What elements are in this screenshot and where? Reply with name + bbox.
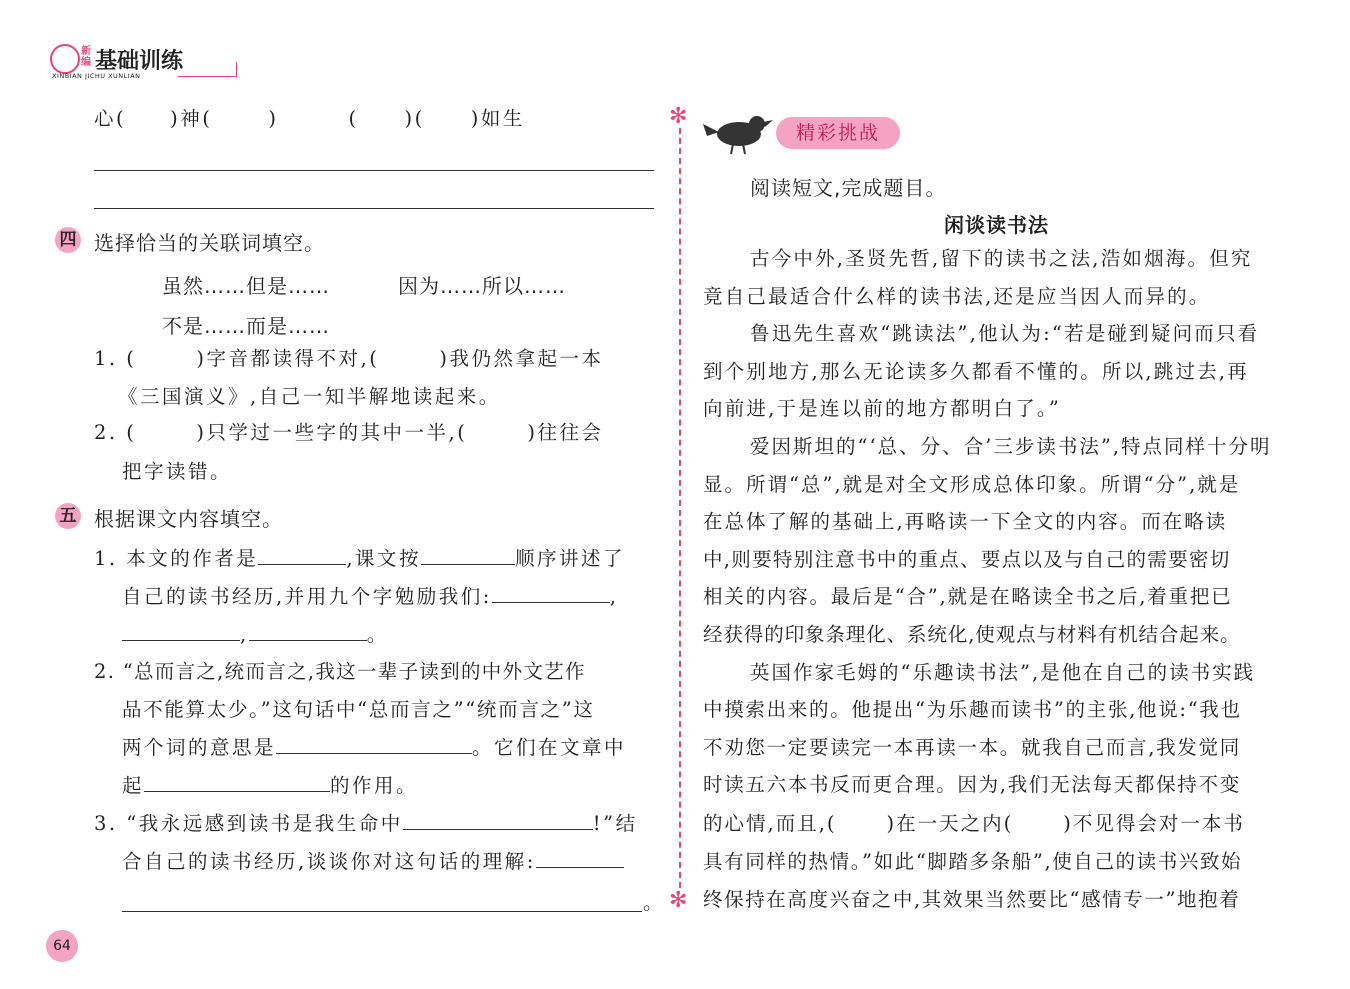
article-line: 竟自己最适合什么样的读书法,还是应当因人而异的。 <box>703 284 1211 308</box>
fill-blank[interactable] <box>258 546 346 565</box>
q5-item-1-line-1: 1. 本文的作者是 ,课文按 顺序讲述了 <box>94 547 626 570</box>
article-line: 爱因斯坦的“‘总、分、合’三步读书法”,特点同样十分明 <box>750 435 1272 458</box>
question-title: 选择恰当的关联词填空。 <box>94 231 325 255</box>
conjunction-option: 因为……所以…… <box>398 274 566 298</box>
mascot-icon <box>50 44 80 74</box>
reading-instruction: 阅读短文,完成题目。 <box>750 176 947 200</box>
divider-star-icon: ✻ <box>669 104 688 129</box>
fill-blank[interactable] <box>144 773 330 792</box>
article-line: 古今中外,圣贤先哲,留下的读书之法,浩如烟海。但究 <box>750 247 1253 270</box>
article-line: 终保持在高度兴奋之中,其效果当然要比“感情专一”地抱着 <box>703 888 1241 911</box>
logo-title: 基础训练 <box>95 49 184 74</box>
question-title: 根据课文内容填空。 <box>94 507 283 531</box>
article-line: 向前进,于是连以前的地方都明白了。” <box>703 397 1062 421</box>
page-number: 64 <box>46 930 78 962</box>
fill-blank[interactable] <box>403 811 593 830</box>
answer-line <box>94 170 654 171</box>
q5-item-1-line-2: 自己的读书经历,并用九个字勉励我们: , <box>122 585 619 608</box>
q4-item-1-line-2: 《三国演义》,自己一知半解地读起来。 <box>118 385 501 408</box>
fill-blank[interactable] <box>249 622 367 641</box>
header-logo <box>48 42 198 82</box>
article-line: 经获得的印象条理化、系统化,使观点与材料有机结合起来。 <box>703 623 1241 646</box>
q5-item-3-line-2: 合自己的读书经历,谈谈你对这句话的理解: <box>122 849 624 875</box>
q5-item-2-line-2: 品不能算太少。”这句话中“总而言之”“统而言之”这 <box>122 698 595 721</box>
idiom-line: 心( )神( ) ( )( )如生 <box>94 107 525 130</box>
article-line: 英国作家毛姆的“乐趣读书法”,是他在自己的读书实践 <box>750 660 1256 684</box>
article-line: 的心情,而且,( )在一天之内( )不见得会对一本书 <box>703 812 1245 835</box>
q5-item-2-line-1: 2. “总而言之,统而言之,我这一辈子读到的中外文艺作 <box>94 660 586 683</box>
answer-line <box>122 911 642 912</box>
challenge-label: 精彩挑战 <box>776 117 900 149</box>
q4-item-2-line-2: 把字读错。 <box>122 460 233 483</box>
question-number-badge: 五 <box>55 503 81 529</box>
article-line: 中,则要特别注意书中的重点、要点以及与自己的需要密切 <box>703 547 1231 571</box>
q4-item-2-line-1: 2. ( )只学过一些字的其中一半,( )往往会 <box>94 421 604 444</box>
logo-badge: 新编 <box>81 46 91 68</box>
article-line: 具有同样的热情。”如此“脚踏多条船”,使自己的读书兴致始 <box>703 850 1243 873</box>
column-divider <box>679 128 681 888</box>
article-line: 鲁迅先生喜欢“跳读法”,他认为:“若是碰到疑问而只看 <box>750 322 1260 346</box>
logo-frame <box>178 62 237 77</box>
article-line: 到个别地方,那么无论读多久都看不懂的。所以,跳过去,再 <box>703 359 1249 383</box>
fill-blank[interactable] <box>421 546 515 565</box>
fill-blank[interactable] <box>492 584 610 603</box>
article-line: 相关的内容。最后是“合”,就是在略读全书之后,着重把已 <box>703 585 1233 609</box>
article-line: 显。所谓“总”,就是对全文形成总体印象。所谓“分”,就是 <box>703 472 1241 496</box>
answer-line <box>94 208 654 209</box>
article-title: 闲谈读书法 <box>944 213 1049 237</box>
conjunction-option: 不是……而是…… <box>162 314 330 338</box>
logo-subtitle: XINBIAN JICHU XUNLIAN <box>52 72 141 80</box>
article-line: 不劝您一定要读完一本再读一本。就我自己而言,我发觉同 <box>703 735 1241 759</box>
question-number-badge: 四 <box>55 227 81 253</box>
divider-star-icon: ✻ <box>669 888 688 913</box>
fill-blank[interactable] <box>122 622 240 641</box>
article-line: 在总体了解的基础上,再略读一下全文的内容。而在略读 <box>703 510 1228 534</box>
q5-item-2-line-3: 两个词的意思是 。它们在文章中 <box>122 736 627 759</box>
conjunction-option: 虽然……但是…… <box>162 274 330 298</box>
fill-blank[interactable] <box>276 735 472 754</box>
q4-item-1-line-1: 1. ( )字音都读得不对,( )我仍然拿起一本 <box>94 347 604 370</box>
bird-icon <box>703 110 775 158</box>
q5-item-3-period: 。 <box>643 891 666 914</box>
article-line: 时读五六本书反而更合理。因为,我们无法每天都保持不变 <box>703 773 1241 797</box>
q5-item-1-line-3: , 。 <box>122 622 389 648</box>
q5-item-3-line-1: 3. “我永远感到读书是我生命中 !”结 <box>94 812 638 835</box>
fill-blank[interactable] <box>536 849 624 868</box>
article-line: 中摸索出来的。他提出“为乐趣而读书”的主张,他说:“我也 <box>703 698 1242 722</box>
q5-item-2-line-4: 起 的作用。 <box>122 774 419 797</box>
